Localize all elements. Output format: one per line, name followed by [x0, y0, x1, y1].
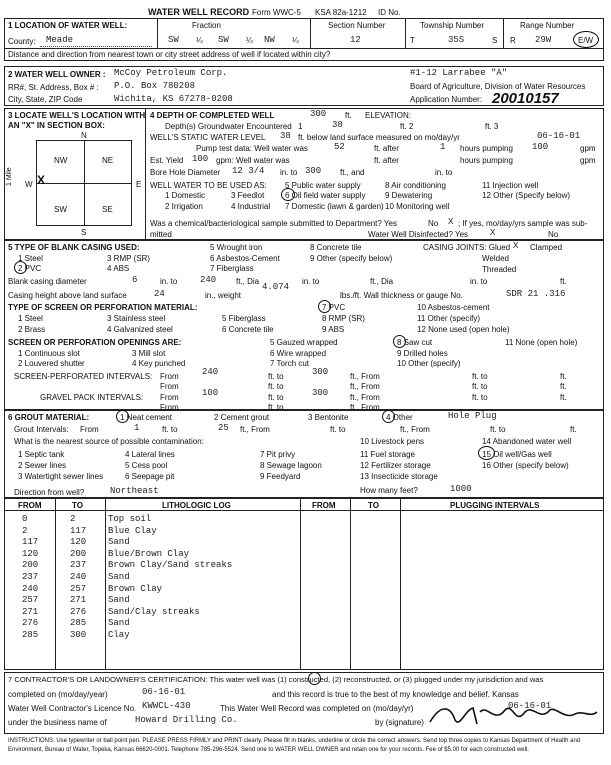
screen-steel[interactable]: 1 Steel: [18, 314, 43, 323]
use-oilfield[interactable]: 6 Oil field water supply: [285, 191, 366, 200]
sp-from-value[interactable]: 240: [202, 367, 219, 377]
opening-key[interactable]: 4 Key punched: [132, 359, 186, 368]
sp-ft3: ft.: [560, 372, 567, 381]
use-monitoring[interactable]: 10 Monitoring well: [385, 202, 450, 211]
section-5-label: 5 TYPE OF BLANK CASING USED:: [8, 243, 140, 252]
log-table: [4, 498, 604, 670]
mile-label: 1 Mile: [6, 167, 13, 186]
gp-to-2: ft. to: [268, 403, 284, 412]
section-6-label: 6 GROUT MATERIAL:: [8, 413, 90, 422]
casing-diameter[interactable]: 6: [132, 275, 138, 285]
sp-ft-2: ft., From: [350, 382, 380, 391]
section-number-label: Section Number: [328, 21, 386, 30]
township-value[interactable]: 35S: [448, 35, 465, 45]
contam-cess[interactable]: 5 Cess pool: [125, 461, 168, 470]
log-desc-cell[interactable]: Blue Clay: [108, 525, 157, 536]
opening-gauzed[interactable]: 5 Gauzed wrapped: [270, 338, 338, 347]
bore-to: in. to: [280, 168, 298, 177]
cert-date[interactable]: 06-16-01: [142, 687, 186, 697]
casing-depth[interactable]: 240: [200, 275, 217, 285]
nw-label: NW: [54, 156, 68, 165]
contam-abandoned[interactable]: 14 Abandoned water well: [482, 437, 572, 446]
screen-label: TYPE OF SCREEN OR PERFORATION MATERIAL:: [8, 303, 198, 312]
pump-after: ft. after: [374, 144, 399, 153]
opening-wire[interactable]: 6 Wire wrapped: [270, 349, 327, 358]
owner-address[interactable]: P.O. Box 780208: [114, 81, 196, 91]
use-other[interactable]: 12 Other (Specify below): [482, 191, 571, 200]
screen-other[interactable]: 11 Other (specify): [417, 314, 480, 323]
groundwater-label: Depth(s) Groundwater Encountered: [165, 122, 292, 131]
instructions-line-2: Environment, Bureau of Water, Topeka, Kansas 66620-0001. Telephone 785-296-5524. Send one to WATER WELL OWNER and retain one for your records. Fee of $5.00 for each constructed well.: [8, 747, 529, 753]
contam-other[interactable]: 16 Other (specify below): [482, 461, 569, 470]
static-level[interactable]: 38: [280, 131, 291, 141]
contam-lateral[interactable]: 4 Lateral lines: [125, 450, 175, 459]
screen-fiberglass[interactable]: 5 Fiberglass: [222, 314, 266, 323]
grout-rest3: ft., From: [400, 425, 430, 434]
casing-pvc[interactable]: 2 PVC: [18, 264, 42, 273]
distance-label: Distance and direction from nearest town or city street address of well if located within city?: [8, 50, 331, 59]
chem-x[interactable]: X: [448, 217, 454, 227]
log-from-cell[interactable]: 271: [22, 606, 39, 617]
joints-threaded[interactable]: Threaded: [482, 265, 517, 274]
gp-to: ft. to: [268, 393, 284, 402]
gp-from-value[interactable]: 100: [202, 388, 219, 398]
bore-label: Bore Hole Diameter: [150, 168, 221, 177]
contam-seepage[interactable]: 6 Seepage pit: [125, 472, 175, 481]
log-from-cell[interactable]: 200: [22, 560, 39, 571]
screen-pvc-circle: [318, 300, 331, 313]
screen-brass[interactable]: 2 Brass: [18, 325, 46, 334]
board-label: Board of Agriculture, Division of Water Resources: [410, 82, 586, 91]
oil-well-circle: [478, 446, 495, 460]
sp-to-2: ft. to: [268, 382, 284, 391]
id-number-label: ID No.: [378, 8, 401, 17]
contam-feedyard[interactable]: 9 Feedyard: [260, 472, 301, 481]
quarter-2[interactable]: SW: [218, 35, 229, 45]
quarter-mark: ¼: [292, 36, 299, 45]
opening-mill[interactable]: 3 Mill slot: [132, 349, 166, 358]
gp-from: From: [160, 393, 179, 402]
quarter-3[interactable]: NW: [264, 35, 275, 45]
log-desc-cell[interactable]: Brown Clay: [108, 583, 163, 594]
grout-other[interactable]: 4 Other: [386, 413, 413, 422]
grout-cement[interactable]: 2 Cement grout: [214, 413, 270, 422]
log-to-cell[interactable]: 200: [70, 548, 87, 559]
pump-level[interactable]: 52: [334, 142, 345, 152]
opening-other[interactable]: 10 Other (specify): [397, 359, 461, 368]
log-to2-header: TO: [368, 501, 379, 510]
contam-septic[interactable]: 1 Septic tank: [18, 450, 65, 459]
contam-watertight[interactable]: 3 Watertight sewer lines: [18, 472, 104, 481]
pump-hours[interactable]: 1: [440, 142, 446, 152]
diam-rest2: ft., Dia: [370, 277, 394, 286]
disinfect-label: Water Well Disinfected? Yes: [368, 230, 469, 239]
yield-label: Est. Yield: [150, 156, 184, 165]
use-label: WELL WATER TO BE USED AS:: [150, 181, 267, 190]
range-value[interactable]: 29W: [535, 35, 552, 45]
pvc-circle: [14, 261, 27, 274]
gpm-label-2: gpm: [580, 156, 596, 165]
weight-label: in., weight: [205, 291, 242, 300]
static-rest: ft. below land surface measured on mo/day/yr: [298, 133, 460, 142]
diam-ft: ft., Dia: [236, 277, 260, 286]
instructions-line-1: INSTRUCTIONS: Use typewriter or ball point pen. PLEASE PRESS FIRMLY and PRINT clearly. Please fill in blanks, underline or circle the correct answers. Send top three copies to Kansas Department of Health and: [8, 738, 581, 744]
se-label: SE: [102, 205, 113, 214]
contam-sewer[interactable]: 2 Sewer lines: [18, 461, 67, 470]
joints-clamped[interactable]: Clamped: [530, 243, 563, 252]
grout-from: From: [80, 425, 99, 434]
west-label: W: [25, 180, 33, 189]
use-irrigation[interactable]: 2 Irrigation: [165, 202, 203, 211]
screen-none[interactable]: 12 None used (open hole): [417, 325, 510, 334]
section-4-label: 4 DEPTH OF COMPLETED WELL: [150, 111, 275, 120]
groundwater-depth[interactable]: 38: [332, 120, 343, 130]
mitted-label: mitted: [150, 230, 172, 239]
log-to-cell[interactable]: 285: [70, 618, 87, 629]
record-date[interactable]: 06-16-01: [508, 701, 552, 711]
opening-drilled[interactable]: 9 Drilled holes: [397, 349, 448, 358]
contam-insecticide[interactable]: 13 Insecticide storage: [360, 472, 438, 481]
signature-label: by (signature): [375, 718, 424, 727]
log-to-cell[interactable]: 240: [70, 572, 87, 582]
yield-after: ft. after: [374, 156, 399, 165]
business-label: under the business name of: [8, 718, 107, 727]
chem-rest: ; If yes, mo/day/yrs sample was sub-: [458, 219, 588, 228]
north-label: N: [81, 131, 87, 140]
city-label: City, State, ZIP Code: [8, 95, 83, 104]
sp-ft2: ft. to: [472, 372, 488, 381]
diam-rest4: ft.: [560, 277, 567, 286]
pump-label: Pump test data: Well water was: [196, 144, 308, 153]
casing-abs[interactable]: 4 ABS: [107, 264, 130, 273]
screen-rmp[interactable]: 8 RMP (SR): [322, 314, 365, 323]
contam-privy[interactable]: 7 Pit privy: [260, 450, 296, 459]
casing-concrete[interactable]: 8 Concrete tile: [310, 243, 362, 252]
static-label: WELL'S STATIC WATER LEVEL: [150, 133, 266, 142]
fraction-label: Fraction: [192, 21, 221, 30]
owner-name[interactable]: McCoy Petroleum Corp.: [114, 68, 228, 78]
section-3-label-2: AN "X" IN SECTION BOX:: [8, 121, 105, 130]
sw-label: SW: [54, 205, 67, 214]
chem-no: No: [428, 219, 439, 228]
gpm-label: gpm: [580, 144, 596, 153]
chem-label: Was a chemical/bacteriological sample submitted to Department? Yes: [150, 219, 397, 228]
range-label: Range Number: [520, 21, 575, 30]
ew-circle: [573, 31, 599, 48]
quarter-1[interactable]: SW: [168, 35, 179, 45]
log-from-header: FROM: [18, 501, 42, 510]
gw-2-label: ft. 2: [400, 122, 414, 131]
log-to-cell[interactable]: 257: [70, 583, 87, 594]
contam-livestock[interactable]: 10 Livestock pens: [360, 437, 425, 446]
well-depth[interactable]: 300: [310, 109, 327, 119]
use-lawn[interactable]: 7 Domestic (lawn & garden): [285, 202, 384, 211]
gauge-value[interactable]: SDR 21 .316: [506, 289, 566, 299]
use-ac[interactable]: 8 Air conditioning: [385, 181, 446, 190]
contam-fuel[interactable]: 11 Fuel storage: [360, 450, 415, 459]
sp-to-value[interactable]: 300: [312, 367, 329, 377]
sp-to: ft. to: [268, 372, 284, 381]
use-injection[interactable]: 11 Injection well: [482, 181, 539, 190]
use-public[interactable]: 5 Public water supply: [285, 181, 361, 190]
diam-rest: in. to: [302, 277, 320, 286]
grout-rest5: ft.: [570, 425, 577, 434]
log-from-cell[interactable]: 240: [22, 583, 39, 594]
log-to-cell[interactable]: 117: [70, 525, 87, 536]
log-to-cell[interactable]: 300: [70, 630, 87, 640]
well-id[interactable]: #1-12 Larrabee "A": [410, 68, 508, 78]
disinfect-no: No: [548, 230, 559, 239]
quarter-mark: ¼: [196, 36, 203, 45]
log-from-cell[interactable]: 257: [22, 595, 39, 606]
yield-hrs: hours pumping: [460, 156, 513, 165]
gp-to-value[interactable]: 300: [312, 388, 329, 398]
oilfield-circle: [281, 188, 295, 201]
section-3-label: 3 LOCATE WELL'S LOCATION WITH: [8, 111, 146, 120]
ft-label: ft.: [345, 111, 352, 120]
log-litho-header: LITHOLOGIC LOG: [162, 501, 231, 510]
log-desc-cell[interactable]: Brown Clay/Sand streaks: [108, 560, 233, 571]
opening-continuous[interactable]: 1 Continuous slot: [18, 349, 80, 358]
section-1-label: 1 LOCATION OF WATER WELL:: [8, 21, 128, 30]
saw-circle: [393, 335, 406, 348]
south-label: S: [81, 228, 87, 237]
direction-label: Direction from well?: [14, 488, 85, 497]
opening-torch[interactable]: 7 Torch cut: [270, 359, 309, 368]
casing-asbestos[interactable]: 6 Asbestos-Cement: [210, 254, 280, 263]
cert-line-1: 7 CONTRACTOR'S OR LANDOWNER'S CERTIFICATION: This water well was (1) constructed, (2) reconstructed, or (3) plugged under my jurisdiction and was: [8, 675, 544, 684]
log-desc-cell[interactable]: Top soil: [108, 514, 152, 524]
joints-x[interactable]: X: [513, 241, 519, 251]
use-industrial[interactable]: 4 Industrial: [231, 202, 271, 211]
ew-label: E/W: [578, 36, 594, 45]
neat-cement-circle: [116, 410, 129, 423]
weight-rest: lbs./ft. Wall thickness or gauge No.: [340, 291, 463, 300]
license-label: Water Well Contractor's Licence No.: [8, 704, 137, 713]
county-label: County:: [8, 37, 36, 46]
log-to-cell[interactable]: 237: [70, 560, 87, 571]
screen-stainless[interactable]: 3 Stainless steel: [107, 314, 166, 323]
contam-label: What is the nearest source of possible contamination:: [14, 437, 204, 446]
sp-ft3-2: ft.: [560, 382, 567, 391]
direction-value[interactable]: Northeast: [110, 486, 159, 496]
openings-label: SCREEN OR PERFORATION OPENINGS ARE:: [8, 338, 182, 347]
yield-value[interactable]: 100: [192, 154, 209, 164]
casing-fiberglass[interactable]: 7 Fiberglass: [210, 264, 254, 273]
sp-from-2: From: [160, 382, 179, 391]
grout-from-value[interactable]: 1: [134, 423, 140, 433]
grout-rest4: ft. to: [490, 425, 506, 434]
diam-rest3: in. to: [470, 277, 488, 286]
bore-depth[interactable]: 300: [305, 166, 322, 176]
static-date[interactable]: 06-16-01: [537, 131, 581, 141]
casing-steel[interactable]: 1 Steel: [18, 254, 43, 263]
grout-bentonite[interactable]: 3 Bentonite: [308, 413, 349, 422]
record-date-label: This Water Well Record was completed on (mo/day/yr): [220, 704, 414, 713]
distance-feet-value[interactable]: 1000: [450, 484, 472, 494]
constructed-circle: [308, 672, 321, 685]
section-2-label: 2 WATER WELL OWNER :: [8, 70, 106, 79]
elevation-label: ELEVATION:: [365, 111, 411, 120]
gp-from-2: From: [160, 403, 179, 412]
township-suffix: S: [492, 36, 498, 45]
casing-height[interactable]: 24: [154, 289, 165, 299]
casing-rmp[interactable]: 3 RMP (SR): [107, 254, 150, 263]
log-desc-cell[interactable]: Sand: [108, 572, 130, 582]
county-value[interactable]: Meade: [46, 35, 74, 45]
grout-int-label: Grout Intervals:: [14, 425, 69, 434]
joints-label: CASING JOINTS: Glued: [423, 243, 511, 252]
grout-to: ft. to: [162, 425, 178, 434]
license-number[interactable]: KWWCL-430: [142, 701, 191, 711]
pump-gpm[interactable]: 100: [532, 142, 549, 152]
distance-feet-label: How many feet?: [360, 486, 418, 495]
log-desc-cell[interactable]: Sand: [108, 595, 130, 606]
use-domestic[interactable]: 1 Domestic: [165, 191, 206, 200]
grout-neat-cement[interactable]: 1 Neat cement: [120, 413, 173, 422]
log-desc-cell[interactable]: Sand: [108, 537, 130, 548]
gw-1-label: 1: [298, 122, 303, 131]
gp-ft: ft., From: [350, 393, 380, 402]
business-name[interactable]: Howard Drilling Co.: [135, 715, 238, 725]
log-desc-cell[interactable]: Sand: [108, 618, 130, 629]
log-from-cell[interactable]: 120: [22, 548, 39, 559]
contam-oil-well[interactable]: 15 Oil well/Gas well: [482, 450, 552, 459]
gp-ft-2: ft., From: [350, 403, 380, 412]
casing-wrought[interactable]: 5 Wrought iron: [210, 243, 263, 252]
township-prefix: T: [410, 36, 415, 45]
screen-pvc[interactable]: 7 PVC: [322, 303, 346, 312]
cert-line-2: and this record is true to the best of my knowledge and belief. Kansas: [272, 690, 519, 699]
log-to-cell[interactable]: 271: [70, 595, 87, 606]
casing-other[interactable]: 9 Other (specify below): [310, 254, 393, 263]
screen-concrete[interactable]: 6 Concrete tile: [222, 325, 274, 334]
grout-rest: ft., From: [240, 425, 270, 434]
screen-abs[interactable]: 9 ABS: [322, 325, 345, 334]
ksa-number: KSA 82a-1212: [315, 8, 367, 17]
log-from-cell[interactable]: 285: [22, 630, 39, 640]
screen-galvanized[interactable]: 4 Galvanized steel: [107, 325, 173, 334]
application-number[interactable]: 20010157: [492, 90, 559, 107]
bore-ft: ft., and: [340, 168, 365, 177]
log-from-cell[interactable]: 276: [22, 618, 39, 629]
gp-label: GRAVEL PACK INTERVALS:: [40, 393, 144, 402]
gp-ft3: ft.: [560, 393, 567, 402]
joints-welded[interactable]: Welded: [482, 254, 509, 263]
other-circle: [382, 410, 395, 423]
east-label: E: [136, 180, 142, 189]
grout-rest2: ft. to: [330, 425, 346, 434]
contam-fertilizer[interactable]: 12 Fertilizer storage: [360, 461, 431, 470]
yield-rest: gpm: Well water was: [216, 156, 290, 165]
log-desc-cell[interactable]: Clay: [108, 630, 130, 640]
height-label: Casing height above land surface: [8, 291, 127, 300]
application-label: Application Number:: [410, 95, 483, 104]
address-label: RR#, St. Address, Box # :: [8, 83, 99, 92]
quarter-mark: ¼: [246, 36, 253, 45]
sp-ft2-2: ft. to: [472, 382, 488, 391]
owner-city[interactable]: Wichita, KS 67278-0208: [114, 94, 233, 104]
opening-louvered[interactable]: 2 Louvered shutter: [18, 359, 85, 368]
grout-other-value[interactable]: Hole Plug: [448, 411, 497, 421]
sp-ft: ft., From: [350, 372, 380, 381]
log-desc-cell[interactable]: Sand/Clay streaks: [108, 606, 200, 617]
bore-to-2: in. to: [435, 168, 453, 177]
form-title: WATER WELL RECORD: [148, 7, 250, 17]
casing-weight[interactable]: 4.074: [262, 282, 290, 292]
location-x-mark: X: [37, 173, 46, 187]
log-from2-header: FROM: [312, 501, 336, 510]
gw-3-label: ft. 3: [485, 122, 499, 131]
contam-lagoon[interactable]: 8 Sewage lagoon: [260, 461, 322, 470]
ne-label: NE: [102, 156, 114, 165]
diam-to: in. to: [160, 277, 178, 286]
disinfect-x[interactable]: X: [490, 228, 496, 238]
log-to-cell[interactable]: 276: [70, 606, 87, 617]
log-to-header: TO: [72, 501, 83, 510]
section-number[interactable]: 12: [350, 35, 361, 45]
gp-ft2: ft. to: [472, 393, 488, 402]
log-from-cell[interactable]: 117: [22, 537, 39, 548]
grout-to-value[interactable]: 25: [218, 423, 229, 433]
opening-saw[interactable]: 8 Saw cut: [397, 338, 433, 347]
use-dewatering[interactable]: 9 Dewatering: [385, 191, 433, 200]
township-label: Township Number: [420, 21, 485, 30]
sp-from: From: [160, 372, 179, 381]
log-from-cell[interactable]: 0: [22, 514, 28, 524]
use-feedlot[interactable]: 3 Feedlot: [231, 191, 265, 200]
form-number: Form WWC-5: [252, 8, 301, 17]
opening-none[interactable]: 11 None (open hole): [505, 338, 578, 347]
pump-hrs: hours pumping: [460, 144, 513, 153]
cert-date-label: completed on (mo/day/year): [8, 690, 108, 699]
diameter-label: Blank casing diameter: [8, 277, 87, 286]
sp-label: SCREEN-PERFORATED INTERVALS:: [14, 372, 153, 381]
signature-image: [425, 700, 600, 730]
log-from-cell[interactable]: 237: [22, 572, 39, 582]
screen-asbestos[interactable]: 10 Asbestos-cement: [417, 303, 490, 312]
log-to-cell[interactable]: 120: [70, 537, 87, 548]
range-prefix: R: [510, 36, 516, 45]
log-to-cell[interactable]: 2: [70, 514, 76, 524]
bore-diameter[interactable]: 12 3/4: [232, 166, 265, 176]
log-desc-cell[interactable]: Blue/Brown Clay: [108, 548, 190, 559]
log-plug-header: PLUGGING INTERVALS: [450, 501, 540, 510]
log-from-cell[interactable]: 2: [22, 525, 28, 536]
